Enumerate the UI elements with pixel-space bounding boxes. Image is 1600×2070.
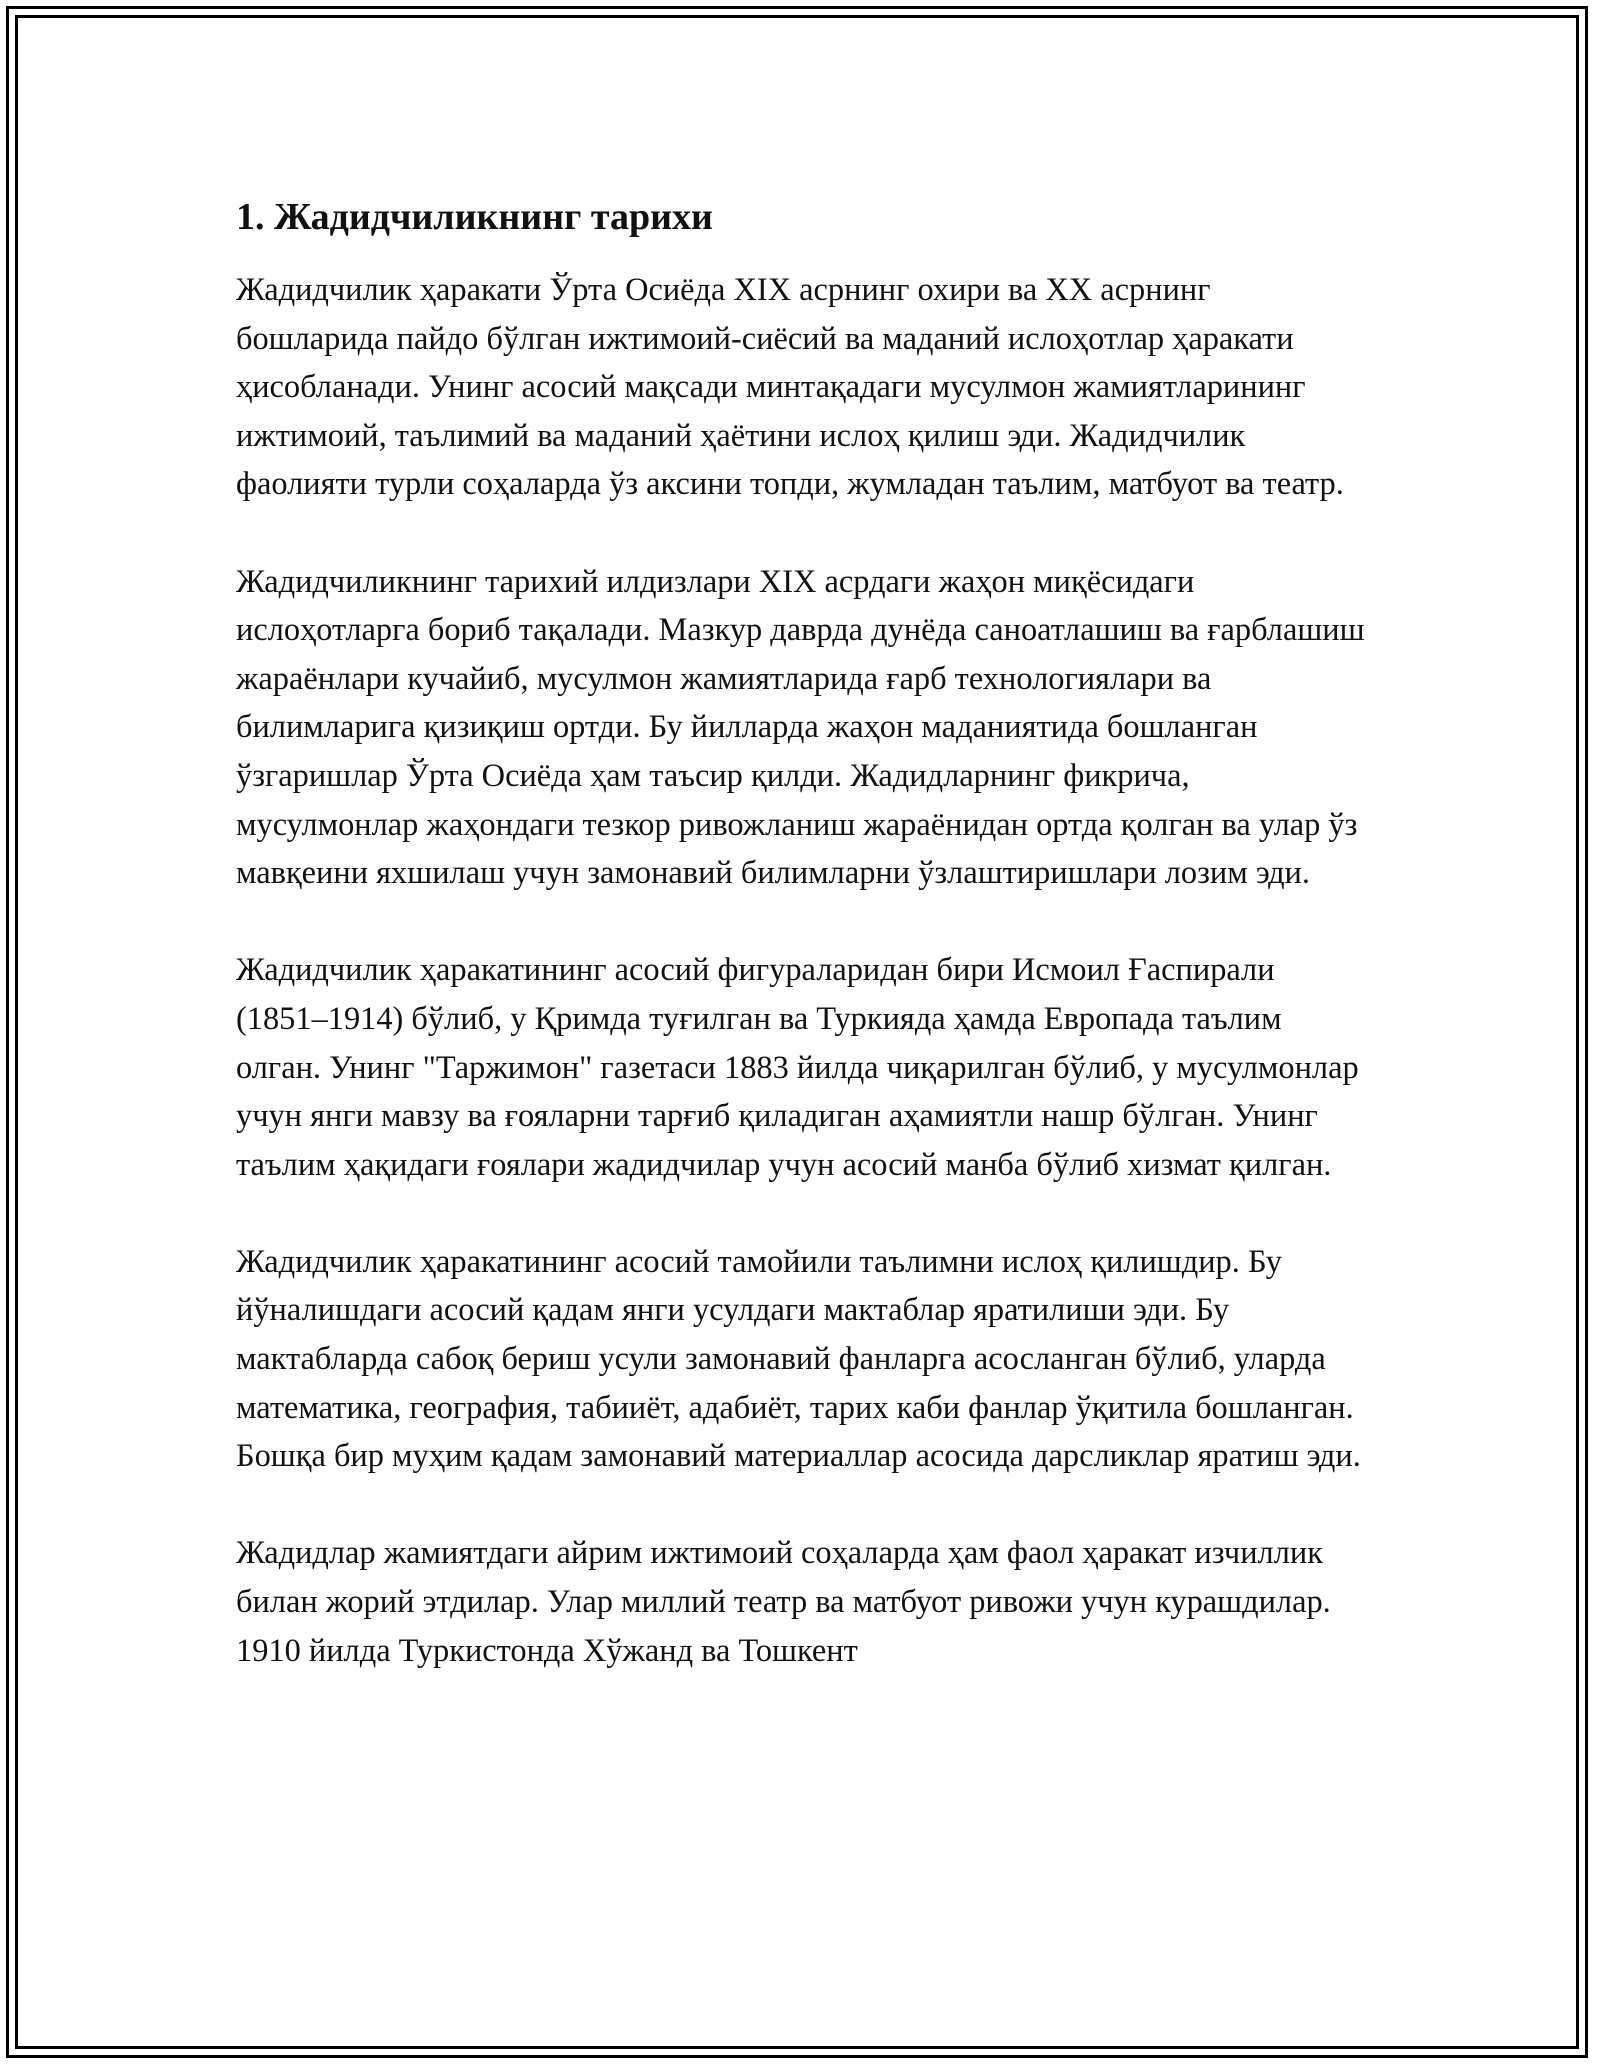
paragraph-2: Жадидчиликнинг тарихий илдизлари XIX асрдаги жаҳон миқёсидаги ислоҳотларга бориб тақалади. Мазкур даврда дунёда саноатлашиш ва ғарблашиш жараёнлари кучайиб, мусулмон жамиятларида ғарб технологиялари ва билимларига қизиқиш ортди. Бу йилларда жаҳон маданиятида бошланган ўзгаришлар Ўрта Осиёда ҳам таъсир қилди. Жадидларнинг фикрича, мусулмонлар жаҳондаги тезкор ривожланиш жараёнидан ортда қолган ва улар ўз мавқеини яхшилаш учун замонавий билимларни ўзлаштиришлари лозим эди. (236, 563, 1365, 892)
paragraph-4: Жадидчилик ҳаракатининг асосий тамойили таълимни ислоҳ қилишдир. Бу йўналишдаги асосий қадам янги усулдаги мактаблар яратилиши эди. Бу мактабларда сабоқ бериш усули замонавий фанларга асосланган бўлиб, уларда математика, география, табииёт, адабиёт, тарих каби фанлар ўқитила бошланган. Бошқа бир муҳим қадам замонавий материаллар асосида дарсликлар яратиш эди. (236, 1243, 1361, 1475)
paragraph-5: Жадидлар жамиятдаги айрим ижтимоий соҳаларда ҳам фаол ҳаракат изчиллик билан жорий этдилар. Улар миллий театр ва матбуот ривожи учун курашдилар. 1910 йилда Туркистонда Хўжанд ва Тошкент (236, 1535, 1331, 1669)
section-heading: 1. Жадидчиликнинг тарихи (236, 196, 713, 238)
paragraph-3: Жадидчилик ҳаракатининг асосий фигураларидан бири Исмоил Ғаспирали (1851–1914) бўлиб, у Қримда туғилган ва Туркияда ҳамда Европада таълим олган. Унинг "Таржимон" газетаси 1883 йилда чиқарилган бўлиб, у мусулмонлар учун янги мавзу ва ғояларни тарғиб қиладиган аҳамиятли нашр бўлган. Унинг таълим ҳақидаги ғоялари жадидчилар учун асосий манба бўлиб хизмат қилган. (236, 952, 1359, 1183)
document-body (236, 186, 1366, 1724)
paragraph-1: Жадидчилик ҳаракати Ўрта Осиёда XIX асрнинг охири ва XX асрнинг бошларида пайдо бўлган ижтимоий-сиёсий ва маданий ислоҳотлар ҳаракати ҳисобланади. Унинг асосий мақсади минтақадаги мусулмон жамиятларининг ижтимоий, таълимий ва маданий ҳаётини ислоҳ қилиш эди. Жадидчилик фаолияти турли соҳаларда ўз аксини топди, жумладан таълим, матбуот ва театр. (236, 272, 1344, 503)
